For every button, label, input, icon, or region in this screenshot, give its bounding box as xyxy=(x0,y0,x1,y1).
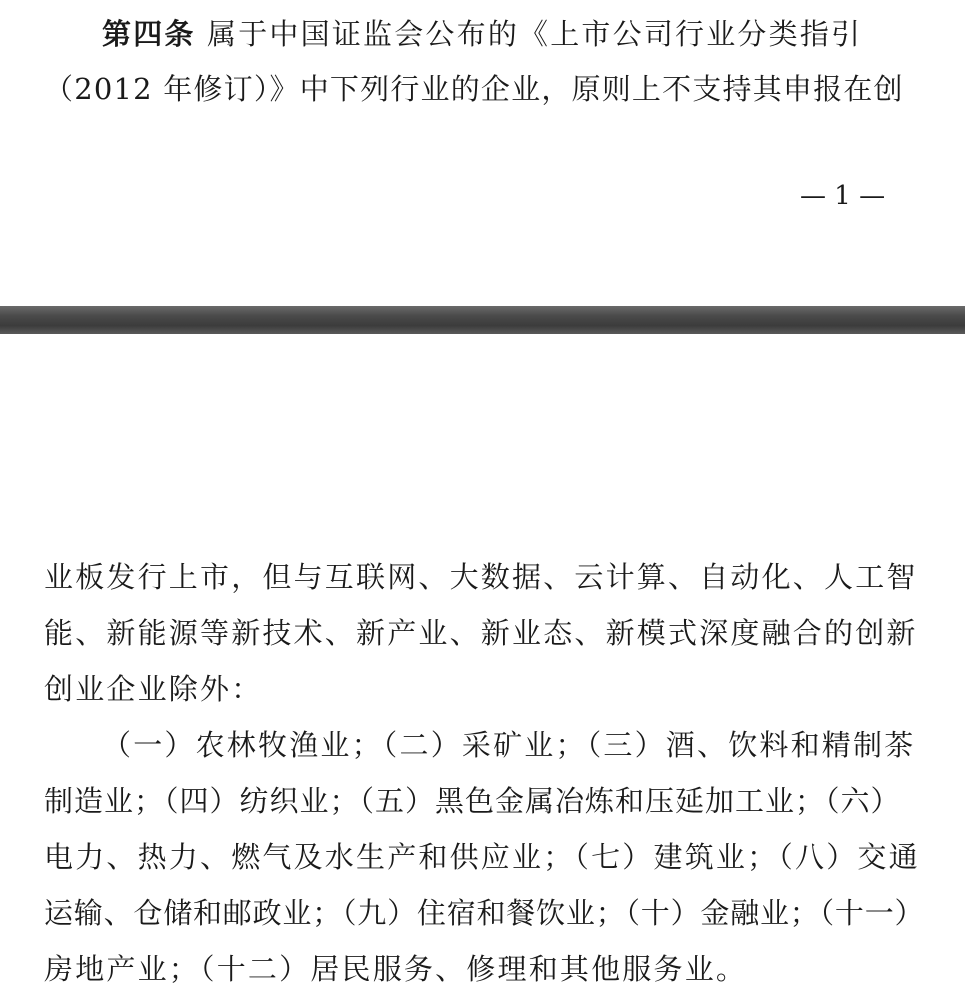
paragraph-line-6: 电力、热力、燃气及水生产和供应业；（七）建筑业；（八）交通 xyxy=(44,840,920,874)
article-text-line-1: 属于中国证监会公布的《上市公司行业分类指引 xyxy=(207,17,863,51)
paragraph-line-7: 运输、仓储和邮政业；（九）住宿和餐饮业；（十）金融业；（十一） xyxy=(44,896,925,930)
paragraph-line-2: 能、新能源等新技术、新产业、新业态、新模式深度融合的创新 xyxy=(44,616,918,650)
page-1 xyxy=(0,0,965,306)
article-first-line xyxy=(102,14,924,54)
paragraph-line-5: 制造业；（四）纺织业；（五）黑色金属冶炼和压延加工业；（六） xyxy=(44,784,901,818)
page-break-divider xyxy=(0,306,965,334)
paragraph-line-8: 房地产业；（十二）居民服务、修理和其他服务业。 xyxy=(44,952,748,986)
article-label: 第四条 xyxy=(102,17,196,51)
page-number: — 1 — xyxy=(800,181,886,211)
paragraph-line-3: 创业企业除外： xyxy=(44,672,263,706)
paragraph-line-4: （一）农林牧渔业；（二）采矿业；（三）酒、饮料和精制茶 xyxy=(102,728,916,762)
paragraph-line-1: 业板发行上市，但与互联网、大数据、云计算、自动化、人工智 xyxy=(44,560,918,594)
article-text-line-2: （2012 年修订）》中下列行业的企业，原则上不支持其申报在创 xyxy=(44,72,904,106)
